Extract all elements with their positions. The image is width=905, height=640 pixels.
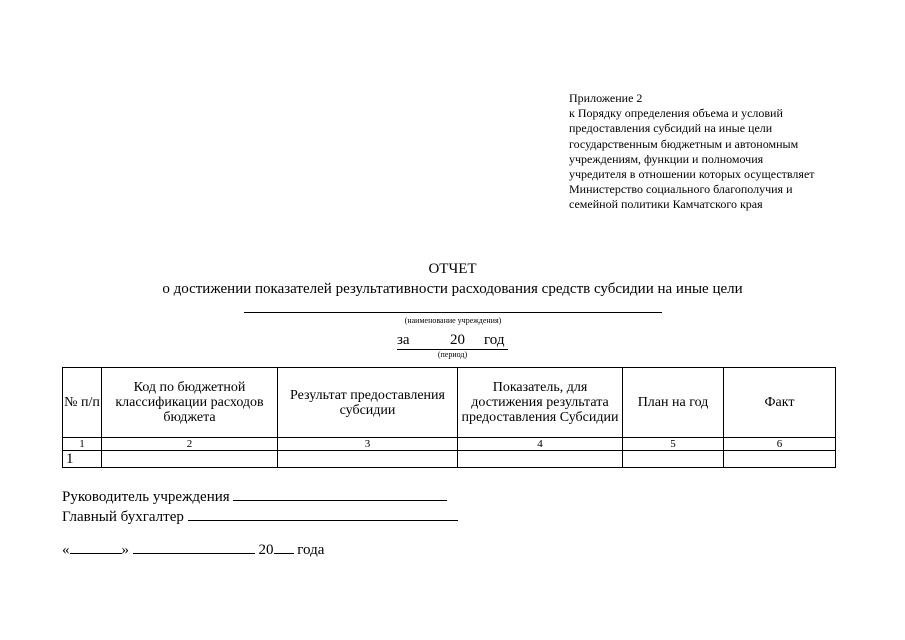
appendix-block [569,91,859,213]
table-cell[interactable] [724,451,836,468]
column-number: 2 [102,438,278,451]
appendix-line: Приложение 2 [569,91,643,105]
header-number: № п/п [63,368,102,438]
column-number: 1 [63,438,102,451]
period-za: за [397,332,410,348]
table-header-row [63,368,836,438]
accountant-signature-field [188,507,458,521]
accountant-signature-line [62,507,458,526]
table-cell[interactable] [102,451,278,468]
header-result: Результат предоставления субсидии [278,368,458,438]
appendix-line: семейной политики Камчатского края [569,197,763,212]
header-budget-code: Код по бюджетной классификации расходов бюджета [102,368,278,438]
date-day-field [70,540,122,554]
appendix-line: государственным бюджетным и автономным [569,136,799,151]
date-suffix: года [297,542,325,558]
accountant-label: Главный бухгалтер [62,509,184,525]
table-cell[interactable] [278,451,458,468]
date-open-quote: « [62,542,70,558]
report-table [62,367,836,468]
date-year-field [274,540,294,554]
period-god: год [484,332,505,348]
column-numbers-row [63,438,836,451]
institution-caption: (наименование учреждения) [404,316,502,325]
column-number: 4 [458,438,623,451]
appendix-line: учредителя в отношении которых осуществляет [569,167,815,182]
table-cell[interactable] [458,451,623,468]
report-subtitle: о достижении показателей результативности расходования средств субсидии на иные цели [162,281,743,297]
header-plan: План на год [623,368,724,438]
head-label: Руководитель учреждения [62,489,230,505]
head-signature-field [233,487,447,501]
appendix-line: Министерство социального благополучия и [569,182,793,197]
report-title: ОТЧЕТ [428,261,477,277]
date-year-prefix: 20 [258,542,274,558]
date-close-quote: » [121,542,129,558]
period-line [397,332,508,350]
table-cell: 1 [63,451,102,468]
table-cell[interactable] [623,451,724,468]
table-row [63,451,836,468]
header-indicator: Показатель, для достижения результата предоставления Субсидии [458,368,623,438]
column-number: 3 [278,438,458,451]
appendix-line: учреждениям, функции и полномочия [569,151,764,166]
head-signature-line [62,487,447,506]
header-fact: Факт [724,368,836,438]
period-caption: (период) [437,350,468,359]
institution-name-line [244,312,662,313]
date-month-field [133,540,255,554]
column-number: 6 [724,438,836,451]
appendix-line: к Порядку определения объема и условий [569,106,783,121]
period-year-prefix: 20 [450,332,465,348]
column-number: 5 [623,438,724,451]
date-line [62,540,324,559]
appendix-line: предоставления субсидий на иные цели [569,121,773,136]
